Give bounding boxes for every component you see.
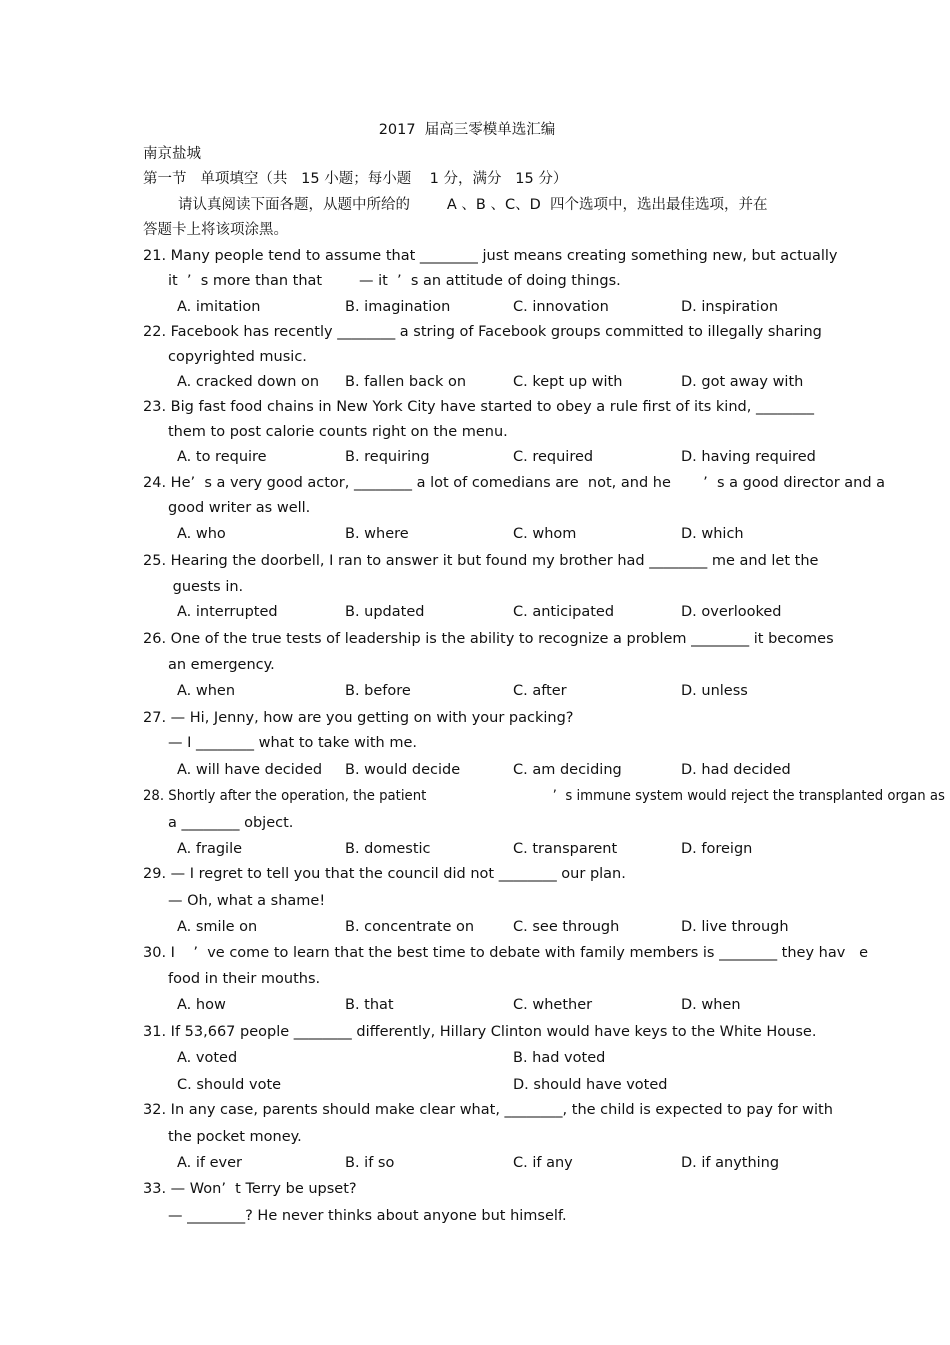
q27-option-d: D. had decided xyxy=(681,762,791,778)
q25-option-a: A. interrupted xyxy=(177,604,278,620)
question-29-line-2: — Oh, what a shame! xyxy=(168,893,326,909)
question-27-line-2: — I ________ what to take with me. xyxy=(168,735,418,751)
q30-option-b: B. that xyxy=(345,997,394,1013)
q29-option-b: B. concentrate on xyxy=(345,919,475,935)
question-28-line-2: a ________ object. xyxy=(168,815,294,831)
q32-option-c: C. if any xyxy=(513,1155,573,1171)
q30-option-d: D. when xyxy=(681,997,741,1013)
q28-option-a: A. fragile xyxy=(177,841,243,857)
question-26-line-1: 26. One of the true tests of leadership is the ability to recognize a problem ________ it becomes xyxy=(143,631,834,647)
q21-option-c: C. innovation xyxy=(513,299,609,315)
q24-option-b: B. where xyxy=(345,526,409,542)
question-24-line-1: 24. He’ s a very good actor, ________ a lot of comedians are not, and he ’ s a good director and a xyxy=(143,475,886,491)
q31-option-a: A. voted xyxy=(177,1050,238,1066)
q25-option-d: D. overlooked xyxy=(681,604,782,620)
q29-option-d: D. live through xyxy=(681,919,789,935)
instruction-line-2: 答题卡上将该项涂黑。 xyxy=(143,222,288,238)
question-25-line-1: 25. Hearing the doorbell, I ran to answer it but found my brother had ________ me and let the xyxy=(143,553,819,569)
q22-option-c: C. kept up with xyxy=(513,374,623,390)
q27-option-c: C. am deciding xyxy=(513,762,622,778)
question-21-line-2: it ’ s more than that — it ’ s an attitude of doing things. xyxy=(168,273,621,289)
question-25-line-2: guests in. xyxy=(168,579,244,595)
question-27-line-1: 27. — Hi, Jenny, how are you getting on with your packing? xyxy=(143,710,574,726)
instruction-line-1: 请认真阅读下面各题，从题中所给的 A 、B 、C、D 四个选项中，选出最佳选项，并在 xyxy=(178,197,768,213)
question-33-line-2: — ________? He never thinks about anyone but himself. xyxy=(168,1208,567,1224)
region-label: 南京盐城 xyxy=(143,146,201,162)
q21-option-b: B. imagination xyxy=(345,299,451,315)
q21-option-d: D. inspiration xyxy=(681,299,779,315)
section-heading: 第一节 单项填空（共 15 小题；每小题 1 分，满分 15 分） xyxy=(143,171,568,187)
q31-option-d: D. should have voted xyxy=(513,1077,668,1093)
q25-option-b: B. updated xyxy=(345,604,425,620)
question-22-line-2: copyrighted music. xyxy=(168,349,307,365)
q25-option-c: C. anticipated xyxy=(513,604,615,620)
question-31-line-1: 31. If 53,667 people ________ differently, Hillary Clinton would have keys to the White House. xyxy=(143,1024,817,1040)
q30-option-a: A. how xyxy=(177,997,226,1013)
question-21-line-1: 21. Many people tend to assume that ________ just means creating something new, but actually xyxy=(143,248,838,264)
q28-option-d: D. foreign xyxy=(681,841,753,857)
question-22-line-1: 22. Facebook has recently ________ a string of Facebook groups committed to illegally sharing xyxy=(143,324,822,340)
q23-option-d: D. having required xyxy=(681,449,816,465)
question-32-line-2: the pocket money. xyxy=(168,1129,302,1145)
q32-option-d: D. if anything xyxy=(681,1155,780,1171)
q32-option-b: B. if so xyxy=(345,1155,395,1171)
q29-option-c: C. see through xyxy=(513,919,620,935)
q23-option-c: C. required xyxy=(513,449,594,465)
q26-option-d: D. unless xyxy=(681,683,748,699)
q27-option-b: B. would decide xyxy=(345,762,461,778)
q26-option-a: A. when xyxy=(177,683,236,699)
q26-option-c: C. after xyxy=(513,683,567,699)
q30-option-c: C. whether xyxy=(513,997,593,1013)
q31-option-c: C. should vote xyxy=(177,1077,282,1093)
q22-option-d: D. got away with xyxy=(681,374,804,390)
question-32-line-1: 32. In any case, parents should make clear what, ________, the child is expected to pay for with xyxy=(143,1102,833,1118)
q28-option-c: C. transparent xyxy=(513,841,618,857)
q32-option-a: A. if ever xyxy=(177,1155,243,1171)
question-24-line-2: good writer as well. xyxy=(168,500,311,516)
question-26-line-2: an emergency. xyxy=(168,657,275,673)
q22-option-a: A. cracked down on xyxy=(177,374,320,390)
q29-option-a: A. smile on xyxy=(177,919,258,935)
document-title: 2017 届高三零模单选汇编 xyxy=(378,122,556,138)
q27-option-a: A. will have decided xyxy=(177,762,323,778)
question-23-line-2: them to post calorie counts right on the menu. xyxy=(168,424,508,440)
q28-option-b: B. domestic xyxy=(345,841,431,857)
q24-option-d: D. which xyxy=(681,526,744,542)
question-29-line-1: 29. — I regret to tell you that the council did not ________ our plan. xyxy=(143,866,626,882)
q31-option-b: B. had voted xyxy=(513,1050,606,1066)
question-33-line-1: 33. — Won’ t Terry be upset? xyxy=(143,1181,357,1197)
q23-option-a: A. to require xyxy=(177,449,267,465)
question-23-line-1: 23. Big fast food chains in New York City have started to obey a rule first of its kind, ________ xyxy=(143,399,814,415)
question-30-line-2: food in their mouths. xyxy=(168,971,321,987)
q24-option-a: A. who xyxy=(177,526,226,542)
q24-option-c: C. whom xyxy=(513,526,577,542)
question-30-line-1: 30. I ’ ve come to learn that the best time to debate with family members is ________ they hav e xyxy=(143,945,869,961)
q23-option-b: B. requiring xyxy=(345,449,430,465)
q21-option-a: A. imitation xyxy=(177,299,261,315)
q26-option-b: B. before xyxy=(345,683,411,699)
question-28-line-1: 28. Shortly after the operation, the patient ’ s immune system would reject the transplanted organ as xyxy=(143,788,945,804)
q22-option-b: B. fallen back on xyxy=(345,374,467,390)
